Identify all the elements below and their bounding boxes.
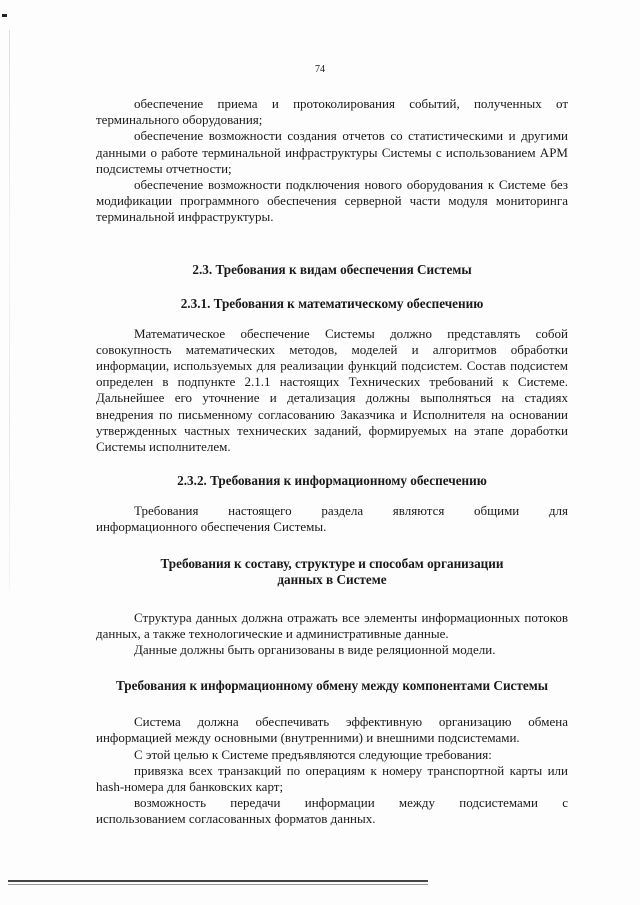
section-2-3-1-heading: 2.3.1. Требования к математическому обеспечению — [180, 295, 484, 311]
data-structure-paragraph-2: Данные должны быть организованы в виде реляционной модели. — [134, 642, 496, 658]
document-body — [96, 96, 568, 828]
data-structure-heading-line2: данных в Системе — [277, 571, 387, 587]
math-support-paragraph: Математическое обеспечение Системы должно представлять собой совокупность математических методов, моделей и алгоритмов обработки информации, используемых для реализации функций подсистем. Состав подсистем определен в подпункте 2.1.1 настоящих Технических требований к Системе. Дальнейшее его уточнение и детализация должны выполняться на стадиях внедрения по письменному согласованию Заказчика и Исполнителя на основании утвержденных частных технических заданий, формируемых на этапе доработки Системы исполнителем. — [96, 325, 568, 455]
info-exchange-paragraph-2: С этой целью к Системе предъявляются следующие требования: — [134, 746, 492, 762]
info-exchange-heading: Требования к информационному обмену между компонентами Системы — [115, 678, 549, 694]
intro-paragraph-2: обеспечение возможности создания отчетов со статистическими и другими данными о работе терминальной инфраструктуры Системы с использованием АРМ подсистемы отчетности; — [96, 128, 568, 176]
data-structure-heading — [96, 556, 568, 588]
section-2-3-heading: 2.3. Требования к видам обеспечения Системы — [192, 261, 472, 277]
scan-bottom-rule-secondary — [8, 884, 428, 885]
info-support-paragraph-line1 — [96, 503, 568, 519]
word: между — [398, 795, 435, 811]
info-support-paragraph-line2: информационного обеспечения Системы. — [96, 519, 327, 535]
word: настоящего — [228, 503, 292, 519]
data-structure-paragraph-1: Структура данных должна отражать все элементы информационных потоков данных, а также технологические и административные данные. — [96, 609, 568, 641]
word: раздела — [321, 503, 364, 519]
section-2-3-2-heading: 2.3.2. Требования к информационному обеспечению — [177, 473, 487, 489]
word: подсистемами — [459, 795, 538, 811]
intro-paragraph-1: обеспечение приема и протоколирования событий, полученных от терминального оборудования; — [96, 96, 568, 128]
info-exchange-paragraph-1: Система должна обеспечивать эффективную организацию обмена информацией между основными (внутренними) и внешними подсистемами. — [96, 714, 568, 746]
word: с — [562, 795, 569, 811]
info-exchange-paragraph-3: привязка всех транзакций по операциям к номеру транспортной карты или hash-номера для банковских карт; — [96, 762, 568, 795]
info-exchange-paragraph-4-line1 — [96, 795, 568, 811]
page-number: 74 — [315, 64, 325, 75]
word: являются — [392, 503, 445, 519]
word: передачи — [230, 795, 281, 811]
scan-bottom-rule — [8, 880, 428, 882]
word: информации — [304, 795, 375, 811]
info-exchange-paragraph-4-line2: использованием согласованных форматов данных. — [96, 811, 376, 827]
scan-mark — [2, 14, 7, 17]
word: для — [548, 503, 568, 519]
intro-paragraph-3: обеспечение возможности подключения нового оборудования к Системе без модификации программного обеспечения серверной части модуля мониторинга терминальной инфраструктуры. — [96, 177, 568, 225]
word: возможность — [134, 795, 207, 811]
word: Требования — [134, 503, 199, 519]
word: общими — [473, 503, 520, 519]
scan-edge-line — [9, 30, 10, 590]
data-structure-heading-line1: Требования к составу, структуре и способам организации — [160, 555, 504, 571]
